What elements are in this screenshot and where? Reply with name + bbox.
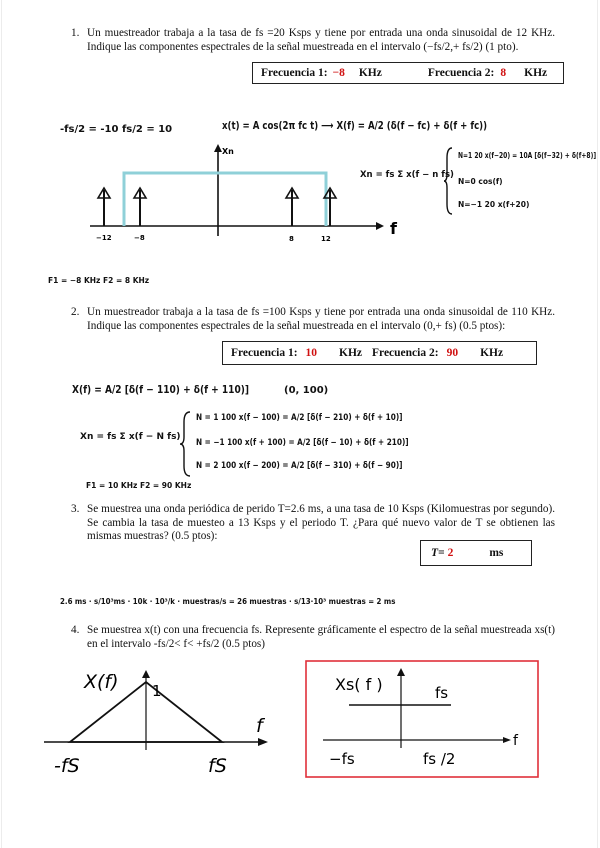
q1-interval-band xyxy=(124,173,326,226)
page-edge-left xyxy=(1,0,2,848)
freq2-label: Frecuencia 2: xyxy=(427,67,495,79)
q4-left-xlabel: f xyxy=(256,715,263,737)
page-edge-right xyxy=(597,0,598,848)
q2-freq1-unit: KHz xyxy=(339,347,363,359)
q2-brace xyxy=(180,410,192,478)
q2-case-nminus1: N = −1 100 x(f + 100) = A/2 [δ(f − 10) + δ(f + 210)] xyxy=(196,438,409,448)
q1-x-label: f xyxy=(390,219,397,238)
q1-tick-minus12: −12 xyxy=(96,234,112,242)
question-1-number: 1. xyxy=(71,27,80,39)
question-1 xyxy=(71,27,555,54)
freq2-unit: KHz xyxy=(524,67,548,79)
q2-handwritten-interval: (0, 100) xyxy=(284,385,329,396)
q2-case-n1: N = 1 100 x(f − 100) = A/2 [δ(f − 210) + δ(f + 10)] xyxy=(196,413,403,423)
q4-right-title: Xs( f ) xyxy=(335,675,383,694)
q1-case-nminus1: N=−1 20 x(f+20) xyxy=(458,200,530,209)
q4-right-pos: fs /2 xyxy=(423,750,456,768)
q2-handwritten-result: F1 = 10 KHz F2 = 90 KHz xyxy=(86,481,192,490)
question-1-text: Un muestreador trabaja a la tasa de fs =20 Ksps y tiene por entrada una onda sinusoidal de 12 KHz. Indique las componentes espectrales de la señal muestreada en el intervalo (−fs/2,+ fs/2) (1 pto). xyxy=(87,27,555,53)
q2-freq2-unit: KHz xyxy=(480,347,504,359)
question-2-answer-box xyxy=(222,341,537,365)
q4-left-neg: -fS xyxy=(54,755,80,777)
q1-handwritten-limits: -fs/2 = -10 fs/2 = 10 xyxy=(60,124,173,135)
q2-freq2-label: Frecuencia 2: xyxy=(372,347,439,359)
freq2-value[interactable]: 8 xyxy=(500,67,507,79)
q4-input-spectrum xyxy=(40,662,280,780)
question-3-number: 3. xyxy=(71,503,80,515)
q1-case-n1: N=1 20 x(f−20) = 10A [δ(f−32) + δ(f+8)] xyxy=(458,151,597,160)
q2-freq2-value[interactable]: 90 xyxy=(446,347,459,359)
q1-y-arrow xyxy=(214,144,222,152)
q4-right-neg: −fs xyxy=(329,750,355,768)
question-1-answer-box xyxy=(252,62,564,84)
q4-right-level: fs xyxy=(435,684,449,702)
q2-freq1-label: Frecuencia 1: xyxy=(231,347,298,359)
q2-freq1-value[interactable]: 10 xyxy=(305,347,318,359)
q1-handwritten-sum: Xn = fs Σ x(f − n fs) xyxy=(360,170,454,180)
q1-case-n0: N=0 cos(f) xyxy=(458,177,503,186)
q4-left-x-arrow xyxy=(258,738,268,746)
q2-case-n2: N = 2 100 x(f − 200) = A/2 [δ(f − 310) + δ(f − 90)] xyxy=(196,461,403,471)
q1-y-label: Xn xyxy=(222,147,234,156)
q1-tick-8: 8 xyxy=(289,235,294,243)
question-4-number: 4. xyxy=(71,624,80,636)
question-4 xyxy=(71,624,555,651)
q2-handwritten-sum: Xn = fs Σ x(f − N fs) xyxy=(80,432,181,442)
question-2-text: Un muestreador trabaja a la tasa de fs =100 Ksps y tiene por entrada una onda sinusoidal de 110 KHz. Indique las componentes espectrales de la señal muestreada en el intervalo (0,+ fs) (0.5 ptos): xyxy=(87,306,555,332)
q3-handwritten-calc: 2.6 ms · s/10³ms · 10k · 10³/k · muestras/s = 26 muestras · s/13·10³ muestras = 2 ms xyxy=(60,597,396,606)
q4-right-xlabel: f xyxy=(513,733,518,749)
q1-handwritten-result: F1 = −8 KHz F2 = 8 KHz xyxy=(48,276,150,285)
q1-tick-12: 12 xyxy=(321,235,331,243)
freq1-value[interactable]: −8 xyxy=(332,67,345,79)
q1-brace xyxy=(444,146,454,216)
question-2 xyxy=(71,306,555,333)
q4-left-y-arrow xyxy=(142,670,150,678)
question-3 xyxy=(71,503,555,544)
q2-handwritten-formula: X(f) = A/2 [δ(f − 110) + δ(f + 110)] xyxy=(72,384,249,396)
q1-spectrum-sketch xyxy=(80,140,400,250)
freq1-label: Frecuencia 1: xyxy=(261,67,328,79)
q4-left-peak: 1 xyxy=(152,682,162,700)
question-3-text: Se muestrea una onda periódica de perido T=2.6 ms, a una tasa de 10 Ksps (Kilomuestras por segundo). Se cambia la tasa de muesteo a 13 Ksps y el periodo T. ¿Para qué nuevo valor de T se obtienen las mismas muestras? (0.5 ptos): xyxy=(87,503,555,543)
q1-handwritten-formula: x(t) = A cos(2π fc t) ⟶ X(f) = A/2 (δ(f − fc) + δ(f + fc)) xyxy=(222,120,488,132)
q4-answer-box xyxy=(305,660,539,778)
t-value[interactable]: 2 xyxy=(447,547,454,559)
q1-tick-minus8: −8 xyxy=(134,234,145,242)
t-unit: ms xyxy=(489,547,504,559)
q4-left-title: X(f) xyxy=(84,671,119,693)
question-4-text: Se muestrea x(t) con una frecuencia fs. Represente gráficamente el espectro de la señal muestreada xs(t) en el intervalo -fs/2< f< +fs/2 (0.5 ptos) xyxy=(87,624,555,650)
q1-x-arrow xyxy=(376,222,384,230)
freq1-unit: KHz xyxy=(358,67,382,79)
q4-left-pos: fS xyxy=(208,755,227,777)
t-label: T= xyxy=(431,547,445,559)
question-2-number: 2. xyxy=(71,306,80,318)
question-3-answer-box xyxy=(420,540,532,566)
